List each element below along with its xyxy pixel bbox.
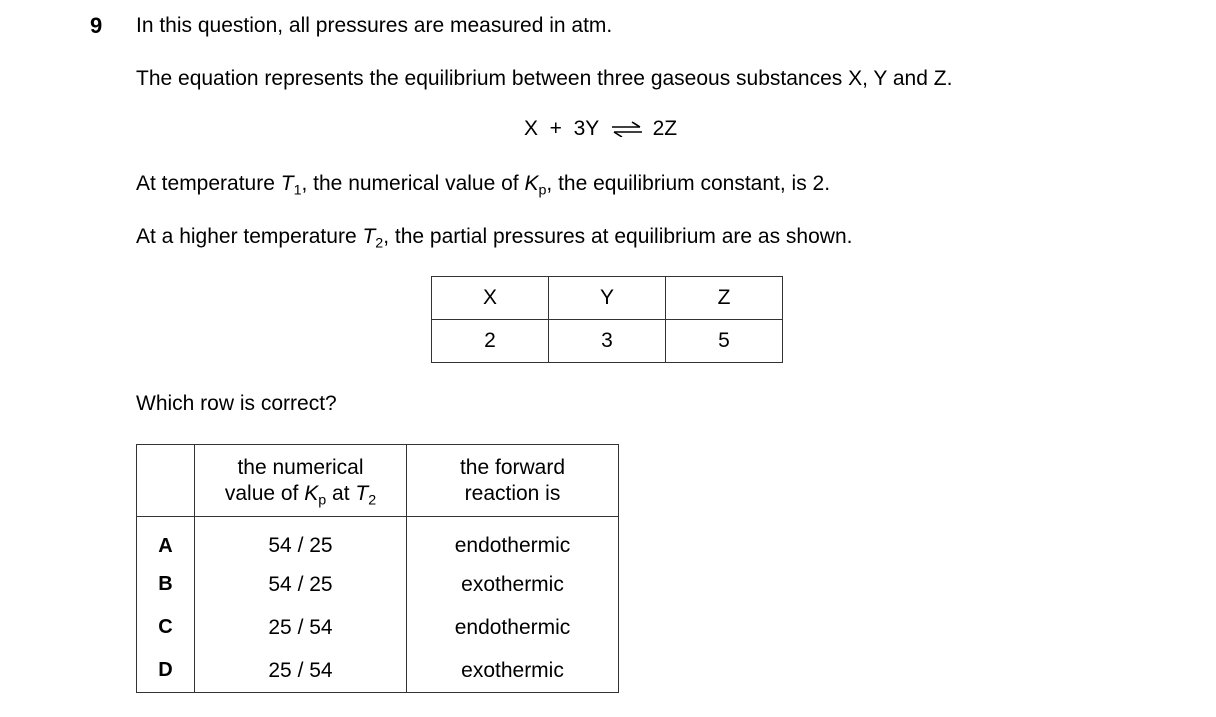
answer-options-table xyxy=(136,444,619,693)
option-row-a[interactable] xyxy=(137,517,619,564)
kp-t1-statement: At temperature $T_1$, the numerical value of $K_p$, the equilibrium constant, is 2. xyxy=(136,172,831,199)
header-cell-y: Y xyxy=(549,277,666,320)
letter-header-cell xyxy=(137,445,195,517)
value-cell-x: 2 xyxy=(432,320,549,363)
header-cell-x: X xyxy=(432,277,549,320)
option-letter: D xyxy=(137,649,195,693)
intro-text: In this question, all pressures are measured in atm. xyxy=(136,14,613,37)
option-kp-value: 25 / 54 xyxy=(195,606,407,649)
option-row-d[interactable] xyxy=(137,649,619,693)
question-number: 9 xyxy=(90,13,103,38)
table-header-row xyxy=(137,445,619,517)
table-row xyxy=(432,320,783,363)
option-kp-value: 25 / 54 xyxy=(195,649,407,693)
equation-reactants: X + 3Y xyxy=(524,117,599,140)
option-reaction-type: exothermic xyxy=(407,649,619,693)
equilibrium-equation xyxy=(524,117,677,141)
value-cell-y: 3 xyxy=(549,320,666,363)
option-kp-value: 54 / 25 xyxy=(195,517,407,564)
partial-pressure-table xyxy=(431,276,783,363)
option-row-b[interactable] xyxy=(137,563,619,606)
equation-products: 2Z xyxy=(652,117,678,140)
option-reaction-type: exothermic xyxy=(407,563,619,606)
value-cell-z: 5 xyxy=(666,320,783,363)
option-row-c[interactable] xyxy=(137,606,619,649)
kp-header-cell: the numerical value of $K_p$ at $T_2$ xyxy=(195,445,407,517)
option-letter: C xyxy=(137,606,195,649)
equilibrium-arrows-icon xyxy=(611,121,643,137)
option-reaction-type: endothermic xyxy=(407,517,619,564)
option-letter: B xyxy=(137,563,195,606)
option-reaction-type: endothermic xyxy=(407,606,619,649)
question-prompt: Which row is correct? xyxy=(136,392,337,415)
equation-description: The equation represents the equilibrium between three gaseous substances X, Y and Z. xyxy=(136,67,953,90)
reaction-header-cell: the forward reaction is xyxy=(407,445,619,517)
t2-statement: At a higher temperature $T_2$, the partial pressures at equilibrium are as shown. xyxy=(136,225,853,252)
header-cell-z: Z xyxy=(666,277,783,320)
option-kp-value: 54 / 25 xyxy=(195,563,407,606)
table-row xyxy=(432,277,783,320)
option-letter: A xyxy=(137,517,195,564)
